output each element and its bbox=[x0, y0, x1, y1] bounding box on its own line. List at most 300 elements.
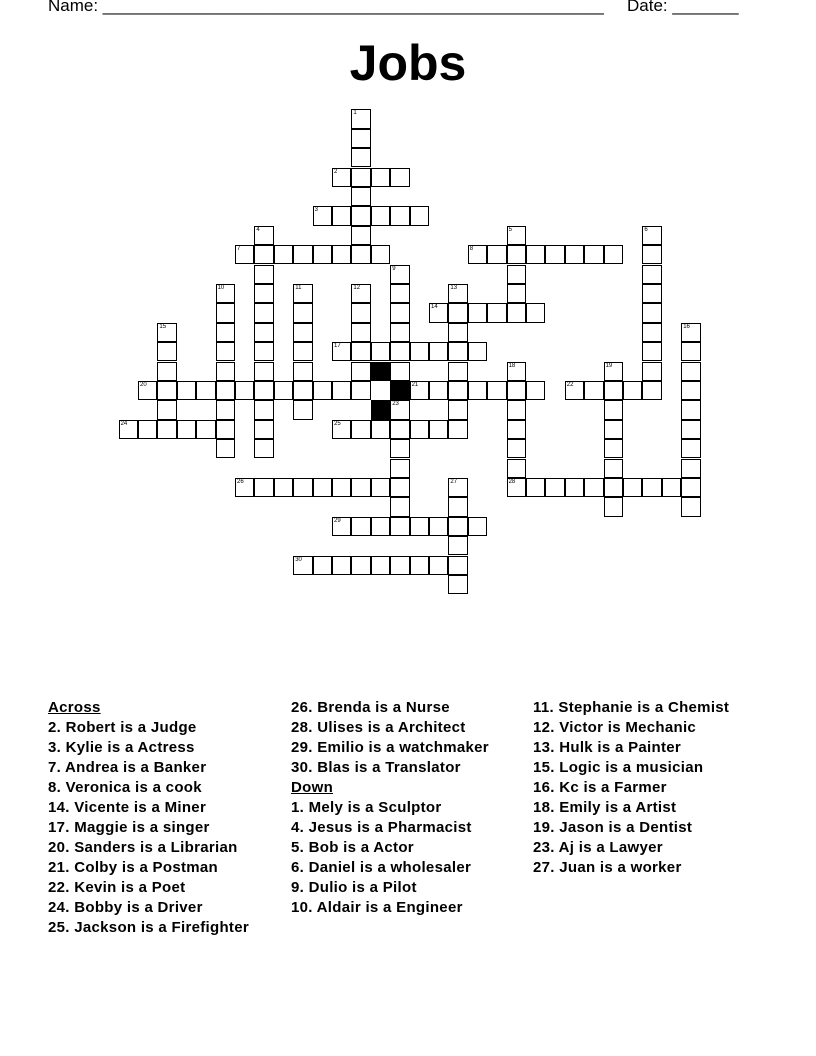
grid-cell[interactable] bbox=[604, 362, 623, 381]
clue-item bbox=[48, 880, 288, 895]
grid-cell[interactable] bbox=[681, 323, 700, 342]
clue-item-number: 17. bbox=[48, 819, 70, 836]
clue-item-number: 29. bbox=[291, 739, 313, 756]
clue-item-text: Victor is Mechanic bbox=[554, 719, 697, 736]
grid-cell[interactable] bbox=[507, 459, 526, 478]
grid-cell[interactable] bbox=[254, 362, 273, 381]
page-title: Jobs bbox=[349, 35, 467, 91]
clue-column-3 bbox=[533, 700, 773, 880]
grid-cell[interactable] bbox=[448, 362, 467, 381]
grid-cell[interactable] bbox=[216, 420, 235, 439]
grid-cell[interactable] bbox=[410, 420, 429, 439]
grid-cell[interactable] bbox=[448, 323, 467, 342]
clue-item bbox=[291, 760, 531, 775]
grid-cell[interactable] bbox=[157, 323, 176, 342]
grid-cell[interactable] bbox=[565, 245, 584, 264]
grid-cell[interactable] bbox=[623, 381, 642, 400]
grid-cell[interactable] bbox=[681, 342, 700, 361]
clue-item bbox=[48, 920, 288, 935]
grid-cell[interactable] bbox=[351, 187, 370, 206]
grid-cell[interactable] bbox=[545, 478, 564, 497]
grid-cell[interactable] bbox=[448, 556, 467, 575]
grid-cell[interactable] bbox=[429, 303, 448, 322]
grid-cell[interactable] bbox=[351, 420, 370, 439]
grid-cell[interactable] bbox=[119, 420, 138, 439]
clue-item-number: 13. bbox=[533, 739, 555, 756]
clue-item-number: 15. bbox=[533, 759, 555, 776]
clue-item-text: Aj is a Lawyer bbox=[554, 839, 663, 856]
grid-cell[interactable] bbox=[681, 478, 700, 497]
clue-item bbox=[48, 860, 288, 875]
grid-cell[interactable] bbox=[216, 400, 235, 419]
grid-cell[interactable] bbox=[138, 381, 157, 400]
grid-cell[interactable] bbox=[351, 323, 370, 342]
clue-item bbox=[291, 800, 531, 815]
clue-item bbox=[291, 700, 531, 715]
clue-item bbox=[533, 720, 773, 735]
grid-cell[interactable] bbox=[507, 439, 526, 458]
grid-cell[interactable] bbox=[507, 478, 526, 497]
grid-cell[interactable] bbox=[448, 400, 467, 419]
clue-number: 4 bbox=[256, 226, 260, 233]
grid-cell[interactable] bbox=[526, 381, 545, 400]
clue-item-number: 2. bbox=[48, 719, 62, 736]
grid-cell[interactable] bbox=[351, 148, 370, 167]
clue-number: 9 bbox=[392, 265, 396, 272]
grid-cell[interactable] bbox=[235, 245, 254, 264]
grid-cell[interactable] bbox=[526, 478, 545, 497]
grid-cell[interactable] bbox=[332, 517, 351, 536]
grid-cell[interactable] bbox=[390, 342, 409, 361]
grid-cell[interactable] bbox=[642, 265, 661, 284]
grid-cell[interactable] bbox=[313, 245, 332, 264]
grid-cell[interactable] bbox=[410, 517, 429, 536]
grid-cell[interactable] bbox=[429, 342, 448, 361]
grid-cell[interactable] bbox=[507, 420, 526, 439]
grid-cell[interactable] bbox=[390, 323, 409, 342]
grid-cell[interactable] bbox=[681, 439, 700, 458]
grid-cell[interactable] bbox=[351, 517, 370, 536]
grid-cell[interactable] bbox=[254, 226, 273, 245]
grid-cell[interactable] bbox=[468, 303, 487, 322]
clue-item-number: 4. bbox=[291, 819, 305, 836]
clue-item bbox=[291, 720, 531, 735]
clue-item-text: Vicente is a Miner bbox=[69, 799, 207, 816]
grid-cell[interactable] bbox=[468, 517, 487, 536]
clue-item-text: Jesus is a Pharmacist bbox=[304, 819, 472, 836]
clue-item-text: Kylie is a Actress bbox=[61, 739, 195, 756]
clue-item bbox=[48, 760, 288, 775]
grid-cell[interactable] bbox=[351, 226, 370, 245]
grid-cell[interactable] bbox=[254, 265, 273, 284]
clue-item bbox=[291, 880, 531, 895]
clue-item bbox=[533, 860, 773, 875]
clue-item-text: Colby is a Postman bbox=[69, 859, 219, 876]
grid-cell[interactable] bbox=[604, 400, 623, 419]
clue-item-text: Daniel is a wholesaler bbox=[304, 859, 472, 876]
grid-cell[interactable] bbox=[351, 362, 370, 381]
grid-cell[interactable] bbox=[274, 381, 293, 400]
grid-cell[interactable] bbox=[254, 439, 273, 458]
grid-cell[interactable] bbox=[216, 284, 235, 303]
grid-cell[interactable] bbox=[526, 245, 545, 264]
grid-cell[interactable] bbox=[390, 362, 409, 381]
clue-item-text: Stephanie is a Chemist bbox=[553, 699, 730, 716]
grid-cell[interactable] bbox=[371, 342, 390, 361]
grid-cell[interactable] bbox=[642, 362, 661, 381]
clue-item-text: Aldair is a Engineer bbox=[312, 899, 463, 916]
grid-cell[interactable] bbox=[448, 284, 467, 303]
grid-cell[interactable] bbox=[487, 381, 506, 400]
grid-cell[interactable] bbox=[642, 323, 661, 342]
clue-number: 15 bbox=[159, 323, 167, 330]
clue-column-1 bbox=[48, 700, 288, 940]
grid-cell[interactable] bbox=[507, 226, 526, 245]
grid-cell[interactable] bbox=[254, 303, 273, 322]
grid-cell[interactable] bbox=[351, 206, 370, 225]
clue-number: 28 bbox=[508, 478, 516, 485]
grid-cell[interactable] bbox=[642, 226, 661, 245]
grid-cell[interactable] bbox=[604, 478, 623, 497]
clue-item-text: Kevin is a Poet bbox=[69, 879, 186, 896]
grid-cell[interactable] bbox=[642, 245, 661, 264]
grid-cell[interactable] bbox=[313, 381, 332, 400]
grid-cell[interactable] bbox=[390, 420, 409, 439]
clue-item-number: 24. bbox=[48, 899, 70, 916]
grid-cell[interactable] bbox=[332, 420, 351, 439]
grid-cell[interactable] bbox=[157, 400, 176, 419]
clue-item bbox=[533, 840, 773, 855]
grid-cell[interactable] bbox=[642, 478, 661, 497]
grid-cell[interactable] bbox=[429, 420, 448, 439]
grid-cell[interactable] bbox=[196, 381, 215, 400]
grid-cell[interactable] bbox=[235, 381, 254, 400]
grid-cell[interactable] bbox=[332, 245, 351, 264]
grid-cell[interactable] bbox=[157, 381, 176, 400]
clue-item-text: Jason is a Dentist bbox=[554, 819, 693, 836]
grid-cell[interactable] bbox=[410, 342, 429, 361]
grid-cell[interactable] bbox=[351, 168, 370, 187]
clue-number: 29 bbox=[334, 517, 341, 524]
grid-cell[interactable] bbox=[254, 342, 273, 361]
grid-cell[interactable] bbox=[254, 323, 273, 342]
grid-cell[interactable] bbox=[274, 245, 293, 264]
clue-item bbox=[48, 720, 288, 735]
grid-cell[interactable] bbox=[448, 517, 467, 536]
grid-cell[interactable] bbox=[254, 420, 273, 439]
grid-cell[interactable] bbox=[448, 342, 467, 361]
clue-item-text: Jackson is a Firefighter bbox=[69, 919, 249, 936]
clue-item bbox=[291, 860, 531, 875]
clue-item-number: 16. bbox=[533, 779, 555, 796]
clue-item-number: 26. bbox=[291, 699, 313, 716]
grid-cell[interactable] bbox=[177, 420, 196, 439]
grid-cell[interactable] bbox=[351, 245, 370, 264]
clue-item-number: 7. bbox=[48, 759, 62, 776]
grid-cell[interactable] bbox=[293, 303, 312, 322]
grid-cell[interactable] bbox=[390, 497, 409, 516]
grid-cell[interactable] bbox=[507, 381, 526, 400]
grid-cell[interactable] bbox=[642, 303, 661, 322]
grid-cell[interactable] bbox=[642, 381, 661, 400]
grid-cell[interactable] bbox=[487, 245, 506, 264]
clue-number: 11 bbox=[295, 284, 302, 291]
grid-cell[interactable] bbox=[371, 517, 390, 536]
grid-cell[interactable] bbox=[274, 478, 293, 497]
clue-item bbox=[48, 820, 288, 835]
clue-number: 3 bbox=[314, 207, 318, 214]
grid-cell[interactable] bbox=[157, 342, 176, 361]
grid-cell[interactable] bbox=[623, 478, 642, 497]
clue-item bbox=[533, 800, 773, 815]
grid-cell[interactable] bbox=[565, 381, 584, 400]
grid-cell[interactable] bbox=[410, 206, 429, 225]
black-cell bbox=[371, 362, 390, 381]
grid-cell[interactable] bbox=[390, 459, 409, 478]
clue-item-number: 12. bbox=[533, 719, 555, 736]
clue-item-number: 25. bbox=[48, 919, 70, 936]
clue-item-number: 18. bbox=[533, 799, 555, 816]
grid-cell[interactable] bbox=[681, 400, 700, 419]
grid-cell[interactable] bbox=[681, 420, 700, 439]
grid-cell[interactable] bbox=[390, 265, 409, 284]
grid-cell[interactable] bbox=[351, 478, 370, 497]
grid-cell[interactable] bbox=[448, 536, 467, 555]
clue-number: 5 bbox=[508, 226, 512, 233]
clue-item-number: 1. bbox=[291, 799, 305, 816]
clue-item-text: Hulk is a Painter bbox=[554, 739, 682, 756]
grid-cell[interactable] bbox=[642, 342, 661, 361]
grid-cell[interactable] bbox=[545, 245, 564, 264]
grid-cell[interactable] bbox=[196, 420, 215, 439]
grid-cell[interactable] bbox=[371, 478, 390, 497]
grid-cell[interactable] bbox=[371, 420, 390, 439]
grid-cell[interactable] bbox=[410, 381, 429, 400]
grid-cell[interactable] bbox=[429, 517, 448, 536]
clue-number: 19 bbox=[605, 362, 613, 369]
grid-cell[interactable] bbox=[157, 420, 176, 439]
grid-cell[interactable] bbox=[351, 342, 370, 361]
clue-item bbox=[533, 820, 773, 835]
grid-cell[interactable] bbox=[448, 478, 467, 497]
grid-cell[interactable] bbox=[332, 206, 351, 225]
grid-cell[interactable] bbox=[351, 556, 370, 575]
clue-number: 20 bbox=[140, 381, 147, 388]
clue-number: 14 bbox=[431, 304, 438, 311]
black-cell bbox=[390, 381, 409, 400]
black-cell bbox=[371, 400, 390, 419]
clue-item-number: 11. bbox=[533, 699, 554, 716]
grid-cell[interactable] bbox=[293, 556, 312, 575]
grid-cell[interactable] bbox=[254, 478, 273, 497]
grid-cell[interactable] bbox=[390, 303, 409, 322]
grid-cell[interactable] bbox=[293, 245, 312, 264]
clue-item-number: 14. bbox=[48, 799, 70, 816]
grid-cell[interactable] bbox=[507, 400, 526, 419]
grid-cell[interactable] bbox=[584, 245, 603, 264]
grid-cell[interactable] bbox=[507, 303, 526, 322]
grid-cell[interactable] bbox=[584, 381, 603, 400]
grid-cell[interactable] bbox=[410, 556, 429, 575]
grid-cell[interactable] bbox=[293, 381, 312, 400]
grid-cell[interactable] bbox=[351, 129, 370, 148]
grid-cell[interactable] bbox=[584, 478, 603, 497]
clue-number: 24 bbox=[120, 420, 128, 427]
grid-cell[interactable] bbox=[216, 439, 235, 458]
grid-cell[interactable] bbox=[604, 497, 623, 516]
grid-cell[interactable] bbox=[351, 381, 370, 400]
grid-cell[interactable] bbox=[157, 362, 176, 381]
grid-cell[interactable] bbox=[604, 245, 623, 264]
grid-cell[interactable] bbox=[642, 284, 661, 303]
grid-cell[interactable] bbox=[254, 284, 273, 303]
grid-cell[interactable] bbox=[604, 459, 623, 478]
grid-cell[interactable] bbox=[468, 245, 487, 264]
grid-cell[interactable] bbox=[448, 497, 467, 516]
grid-cell[interactable] bbox=[526, 303, 545, 322]
grid-cell[interactable] bbox=[604, 439, 623, 458]
grid-cell[interactable] bbox=[138, 420, 157, 439]
grid-cell[interactable] bbox=[254, 245, 273, 264]
grid-cell[interactable] bbox=[681, 497, 700, 516]
clue-item bbox=[533, 700, 773, 715]
clue-item bbox=[48, 900, 288, 915]
grid-cell[interactable] bbox=[371, 245, 390, 264]
grid-cell[interactable] bbox=[351, 303, 370, 322]
clue-item-text: Robert is a Judge bbox=[61, 719, 197, 736]
clue-item-number: 30. bbox=[291, 759, 313, 776]
grid-cell[interactable] bbox=[216, 362, 235, 381]
grid-cell[interactable] bbox=[448, 381, 467, 400]
clue-number: 13 bbox=[450, 284, 458, 291]
clue-item-number: 21. bbox=[48, 859, 70, 876]
grid-cell[interactable] bbox=[448, 575, 467, 594]
clue-item-text: Veronica is a cook bbox=[61, 779, 202, 796]
clue-item-text: Juan is a worker bbox=[554, 859, 682, 876]
grid-cell[interactable] bbox=[390, 400, 409, 419]
grid-cell[interactable] bbox=[681, 362, 700, 381]
grid-cell[interactable] bbox=[390, 517, 409, 536]
grid-cell[interactable] bbox=[390, 168, 409, 187]
grid-cell[interactable] bbox=[254, 381, 273, 400]
grid-cell[interactable] bbox=[351, 284, 370, 303]
grid-cell[interactable] bbox=[390, 556, 409, 575]
grid-cell[interactable] bbox=[487, 303, 506, 322]
clue-item-text: Sanders is a Librarian bbox=[69, 839, 238, 856]
clue-item bbox=[533, 760, 773, 775]
clue-item-text: Andrea is a Banker bbox=[61, 759, 207, 776]
grid-cell[interactable] bbox=[313, 478, 332, 497]
clue-item-number: 27. bbox=[533, 859, 555, 876]
grid-cell[interactable] bbox=[448, 303, 467, 322]
clue-item bbox=[48, 740, 288, 755]
clue-item-text: Emily is a Artist bbox=[554, 799, 677, 816]
grid-cell[interactable] bbox=[604, 381, 623, 400]
grid-cell[interactable] bbox=[293, 400, 312, 419]
grid-cell[interactable] bbox=[313, 556, 332, 575]
grid-cell[interactable] bbox=[390, 478, 409, 497]
clue-item-number: 10. bbox=[291, 899, 313, 916]
grid-cell[interactable] bbox=[216, 303, 235, 322]
grid-cell[interactable] bbox=[235, 478, 254, 497]
grid-cell[interactable] bbox=[332, 478, 351, 497]
name-line: Name: _____________________________________________________ bbox=[48, 0, 604, 15]
clue-section-heading: Down bbox=[291, 779, 334, 796]
clue-column-2 bbox=[291, 700, 531, 920]
grid-cell[interactable] bbox=[293, 478, 312, 497]
grid-cell[interactable] bbox=[293, 342, 312, 361]
grid-cell[interactable] bbox=[332, 381, 351, 400]
grid-cell[interactable] bbox=[313, 206, 332, 225]
grid-cell[interactable] bbox=[216, 342, 235, 361]
grid-cell[interactable] bbox=[371, 206, 390, 225]
grid-cell[interactable] bbox=[332, 556, 351, 575]
grid-cell[interactable] bbox=[507, 265, 526, 284]
grid-cell[interactable] bbox=[390, 284, 409, 303]
grid-cell[interactable] bbox=[662, 478, 681, 497]
grid-cell[interactable] bbox=[681, 381, 700, 400]
clue-item-number: 19. bbox=[533, 819, 555, 836]
clue-item-number: 28. bbox=[291, 719, 313, 736]
clue-item-number: 6. bbox=[291, 859, 305, 876]
clue-number: 16 bbox=[683, 323, 690, 330]
grid-cell[interactable] bbox=[216, 381, 235, 400]
grid-cell[interactable] bbox=[390, 439, 409, 458]
grid-cell[interactable] bbox=[351, 109, 370, 128]
clue-number: 18 bbox=[508, 362, 516, 369]
grid-cell[interactable] bbox=[371, 168, 390, 187]
grid-cell[interactable] bbox=[468, 342, 487, 361]
grid-cell[interactable] bbox=[565, 478, 584, 497]
clue-item-text: Maggie is a singer bbox=[69, 819, 210, 836]
clue-number: 2 bbox=[334, 168, 338, 175]
clue-item bbox=[48, 840, 288, 855]
grid-cell[interactable] bbox=[293, 323, 312, 342]
grid-cell[interactable] bbox=[293, 284, 312, 303]
clue-item bbox=[48, 780, 288, 795]
clue-number: 23 bbox=[392, 401, 399, 408]
grid-cell[interactable] bbox=[216, 323, 235, 342]
grid-cell[interactable] bbox=[507, 284, 526, 303]
grid-cell[interactable] bbox=[371, 556, 390, 575]
grid-cell[interactable] bbox=[293, 362, 312, 381]
grid-cell[interactable] bbox=[448, 420, 467, 439]
clue-number: 25 bbox=[334, 420, 341, 427]
grid-cell[interactable] bbox=[507, 362, 526, 381]
grid-cell[interactable] bbox=[332, 342, 351, 361]
clue-item-text: Brenda is a Nurse bbox=[312, 699, 450, 716]
grid-cell[interactable] bbox=[681, 459, 700, 478]
clue-item-number: 20. bbox=[48, 839, 70, 856]
grid-cell[interactable] bbox=[390, 206, 409, 225]
clue-item-text: Logic is a musician bbox=[554, 759, 704, 776]
clue-item-text: Emilio is a watchmaker bbox=[312, 739, 489, 756]
grid-cell[interactable] bbox=[254, 400, 273, 419]
grid-cell[interactable] bbox=[177, 381, 196, 400]
clue-item-text: Dulio is a Pilot bbox=[304, 879, 417, 896]
grid-cell[interactable] bbox=[468, 381, 487, 400]
clue-item-number: 3. bbox=[48, 739, 62, 756]
grid-cell[interactable] bbox=[332, 168, 351, 187]
grid-cell[interactable] bbox=[604, 420, 623, 439]
clue-number: 7 bbox=[237, 246, 241, 253]
clue-item bbox=[291, 820, 531, 835]
grid-cell[interactable] bbox=[429, 381, 448, 400]
grid-cell[interactable] bbox=[507, 245, 526, 264]
clue-item-number: 23. bbox=[533, 839, 555, 856]
clue-item-text: Mely is a Sculptor bbox=[304, 799, 442, 816]
grid-cell[interactable] bbox=[429, 556, 448, 575]
